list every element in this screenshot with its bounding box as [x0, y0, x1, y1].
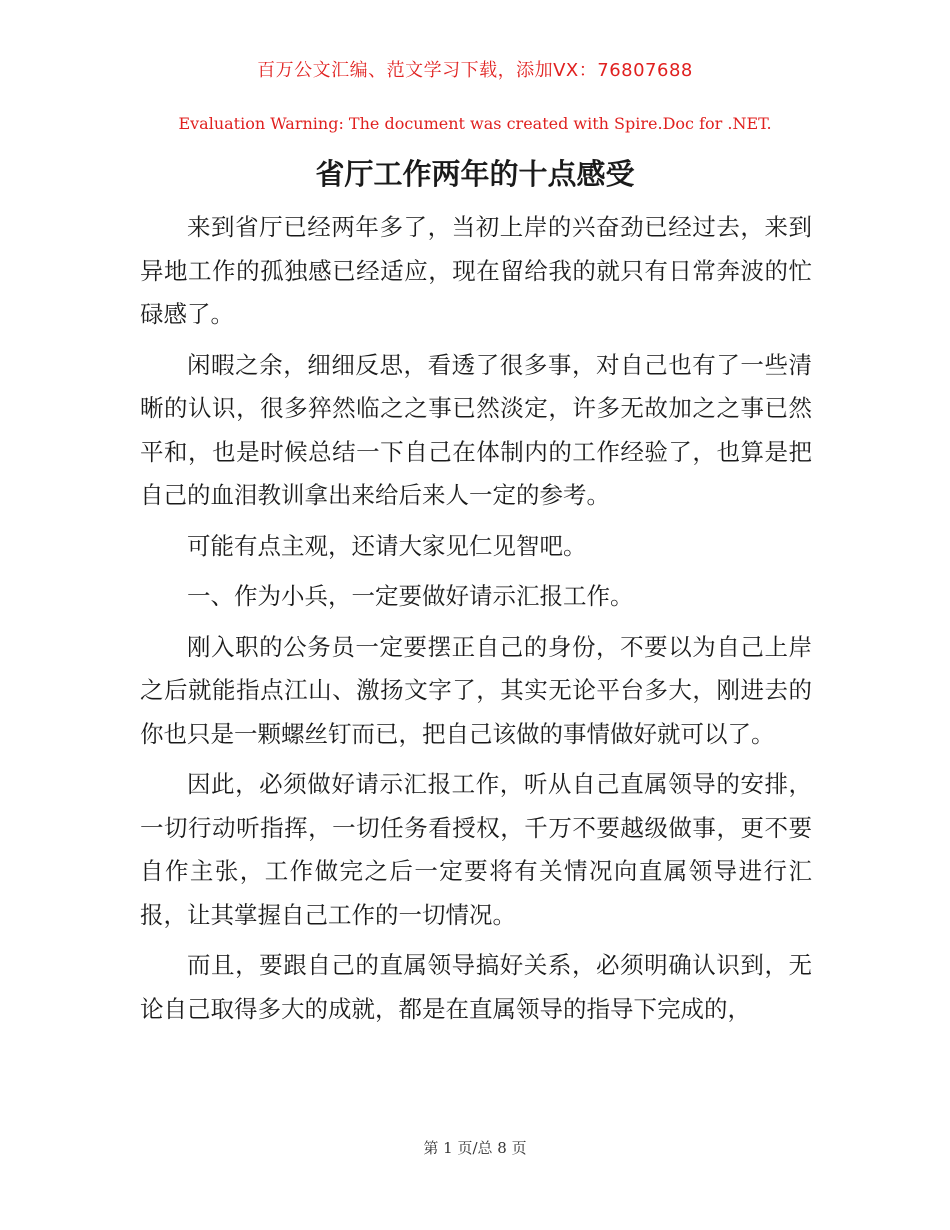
paragraph: 因此，必须做好请示汇报工作，听从自己直属领导的安排，一切行动听指挥，一切任务看授权，千万不要越级做事，更不要自作主张，工作做完之后一定要将有关情况向直属领导进行汇报，让其掌握自己工作的一切情况。	[140, 770, 812, 929]
paragraph: 可能有点主观，还请大家见仁见智吧。	[187, 531, 587, 560]
header-banner: 百万公文汇编、范文学习下载，添加VX：76807688	[257, 60, 693, 81]
section-heading: 一、作为小兵，一定要做好请示汇报工作。	[187, 582, 634, 610]
paragraph: 闲暇之余，细细反思，看透了很多事，对自己也有了一些清晰的认识，很多猝然临之之事已然淡定，许多无故加之之事已然平和，也是时候总结一下自己在体制内的工作经验了，也算是把自己的血泪教训拿出来给后来人一定的参考。	[140, 350, 812, 509]
paragraph: 刚入职的公务员一定要摆正自己的身份，不要以为自己上岸之后就能指点江山、激扬文字了，其实无论平台多大，刚进去的你也只是一颗螺丝钉而已，把自己该做的事情做好就可以了。	[140, 632, 812, 748]
evaluation-warning: Evaluation Warning: The document was created with Spire.Doc for .NET.	[178, 114, 772, 133]
document-title: 省厅工作两年的十点感受	[315, 157, 635, 191]
paragraph: 而且，要跟自己的直属领导搞好关系，必须明确认识到，无论自己取得多大的成就，都是在直属领导的指导下完成的，	[140, 951, 812, 1023]
page-number-footer: 第 1 页/总 8 页	[423, 1139, 527, 1157]
paragraph: 来到省厅已经两年多了，当初上岸的兴奋劲已经过去，来到异地工作的孤独感已经适应，现在留给我的就只有日常奔波的忙碌感了。	[140, 213, 812, 328]
document-body	[140, 206, 812, 1038]
